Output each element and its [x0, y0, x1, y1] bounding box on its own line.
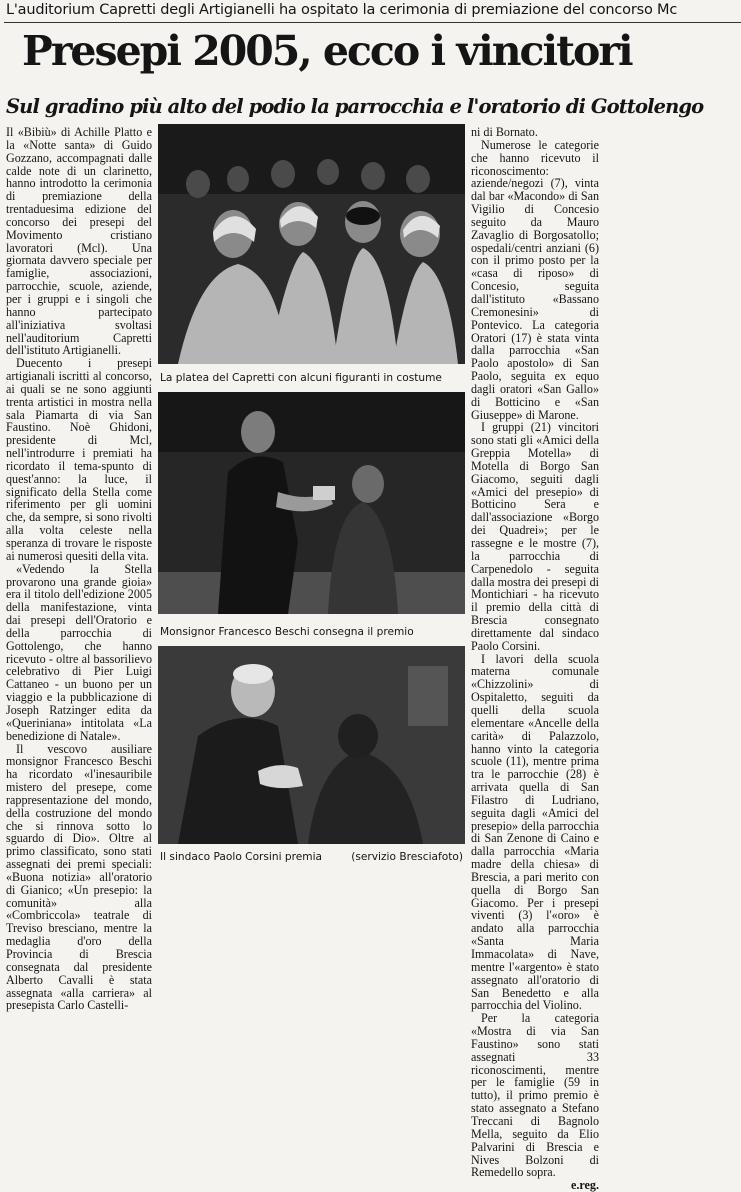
paragraph: Duecento i presepi artigianali iscritti al concorso, ai quali se ne sono aggiunti trenta artistici in mostra nella sala Piamarta di via San Faustino. Noè Ghidoni, presidente di Mcl, nell'introdurre i premiati ha ricordato il tema-spunto di quest'anno: la luce, il significato della Stella come riferimento per gli uomini che, da sempre, si sono rivolti alla volta celeste nella speranza di trovare le risposte ai numerosi quesiti della vita.	[6, 356, 152, 563]
paragraph: ni di Bornato.	[471, 125, 538, 139]
photo-caption	[160, 372, 465, 384]
photo-credit: (servizio Bresciafoto)	[351, 851, 463, 863]
caption-text: Monsignor Francesco Beschi consegna il premio	[160, 626, 414, 638]
paragraph: I lavori della scuola materna comunale «Chizzolini» di Ospitaletto, seguiti da quelli della scuola elementare «Ancelle della carità» di Palazzolo, hanno vinto la categoria scuole (11), mentre prima tra le parrocchie (28) è arrivata quella di San Filastro di Ludriano, seguita dagli «Amici del presepio» della parrocchia di San Zenone di Caino e dalla parrocchia «Maria madre della chiesa» di Brescia, a pari merito con quella di Borgo San Giacomo. Per i presepi viventi (3) l'«oro» è andato alla parrocchia «Santa Maria Immacolata» di Nave, mentre l'«argento» è stato assegnato all'oratorio di San Benedetto e alla parrocchia del Violino.	[471, 651, 599, 1013]
photo-beschi	[158, 392, 465, 614]
article-right-column	[471, 125, 734, 1192]
paragraph: I gruppi (21) vincitori sono stati gli «Amici della Greppia Motella» di Motella di Borgo San Giacomo, seguiti dagli «Amici del presepio» di Botticino Sera e dall'associazione «Borgo dei Quadrei»; per le rassegne e le mostre (7), la parrocchia di Carpenedolo - seguita dalla mostra dei presepi di Montichiari - ha ricevuto il premio della città di Brescia consegnato direttamente dal sindaco Paolo Corsini.	[471, 420, 599, 653]
paragraph: Il vescovo ausiliare monsignor Francesco Beschi ha ricordato «l'inesauribile mistero del presepe, come rappresentazione del mondo, della costruzione del mondo che si rinnova sotto lo sguardo di Dio». Oltre al primo classificato, sono stati assegnati dei premi speciali: «Buona notizia» all'oratorio di Gianico; «Un presepio: la comunità» alla «Combriccola» teatrale di Treviso bresciano, mentre la medaglia d'oro della Provincia di Brescia consegnata dal presidente Alberto Cavalli è stata assegnata «alla carriera» al presepista Carlo Castelli-	[6, 741, 152, 1013]
subhead: Sul gradino più alto del podio la parrocchia e l'oratorio di Gottolengo	[6, 95, 704, 118]
kicker: L'auditorium Capretti degli Artigianelli ha ospitato la cerimonia di premiazione del concorso Mc	[6, 2, 678, 18]
caption-text: Il sindaco Paolo Corsini premia	[160, 851, 323, 863]
headline: Presepi 2005, ecco i vincitori	[22, 27, 632, 75]
article-left-column	[6, 125, 152, 1013]
paragraph: Il «Bibiù» di Achille Platto e la «Notte santa» di Guido Gozzano, accompagnati dalle calde note di un clarinetto, hanno introdotto la cerimonia di premiazione della trentaduesima edizione del concorso dei presepi del Movimento cristiano lavoratori (Mcl). Una giornata davvero speciale per famiglie, associazioni, parrocchie, scuole, aziende, per i gruppi e i singoli che hanno partecipato all'iniziativa svoltasi nell'auditorium Capretti dell'istituto Artigianelli.	[6, 125, 152, 358]
paragraph: Per la categoria «Mostra di via San Faustino» sono stati assegnati 33 riconoscimenti, mentre per le famiglie (59 in tutto), il primo premio è stato assegnato a Stefano Treccani di Bagnolo Mella, seguito da Elio Palvarini di Brescia e Nives Bolzoni di Remedello sopra.	[471, 1011, 599, 1180]
kicker-rule	[4, 22, 741, 23]
photo-caption	[160, 851, 465, 863]
paragraph: «Vedendo la Stella provarono una grande gioia» era il titolo dell'edizione 2005 della manifestazione, vinta dai presepi dell'Oratorio e della parrocchia di Gottolengo, che hanno ricevuto - oltre al bassorilievo celebrativo di Pier Luigi Cattaneo - un buono per un viaggio e la pubblicazione di Joseph Ratzinger edita da «Queriniana» intitolata «La benedizione di Natale».	[6, 561, 152, 743]
photo-audience	[158, 124, 465, 364]
paragraph: Numerose le categorie che hanno ricevuto il riconoscimento: aziende/negozi (7), vinta dal bar «Macondo» di San Vigilio di Concesio seguito da Mauro Zavaglio di Borgosatollo; ospedali/centri anziani (6) con il primo posto per la «casa di riposo» di Concesio, seguita dall'istituto «Bassano Cremonesini» di Pontevico. La categoria Oratori (17) è stata vinta dalla parrocchia «San Paolo apostolo» di San Paolo, seguita ex equo dagli oratori «San Gallo» di Botticino e «San Giuseppe» di Marone.	[471, 137, 599, 422]
photo-caption	[160, 626, 465, 638]
caption-text: La platea del Capretti con alcuni figuranti in costume	[160, 372, 442, 384]
signature: e.reg.	[571, 1178, 599, 1192]
photo-corsini	[158, 646, 465, 844]
